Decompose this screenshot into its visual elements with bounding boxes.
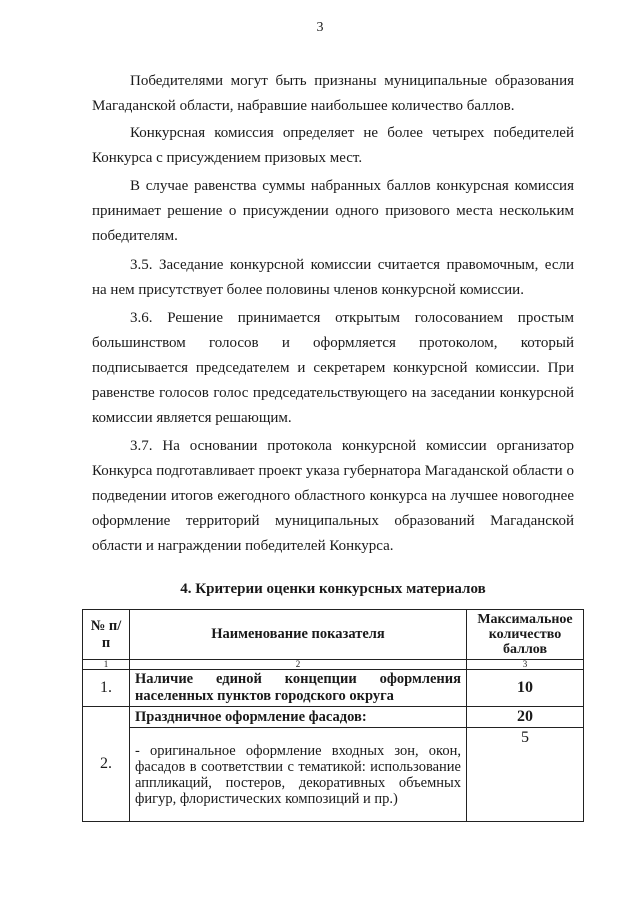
index-cell: 2 — [130, 660, 467, 670]
criteria-table — [82, 609, 584, 822]
row-name: Праздничное оформление фасадов: — [130, 707, 467, 728]
header-num: № п/п — [83, 610, 130, 660]
index-cell: 1 — [83, 660, 130, 670]
table-index-row — [83, 660, 584, 670]
table-row — [83, 707, 584, 728]
paragraph-3-6: 3.6. Решение принимается открытым голосованием простым большинством голосов и оформляется протоколом, который подписывается председателем и секретарем конкурсной комиссии. При равенстве голосов голос председательствующего на заседании конкурсной комиссии является решающим. — [92, 310, 574, 426]
paragraph-winners: Победителями могут быть признаны муниципальные образования Магаданской области, набравшие наибольшее количество баллов. — [92, 73, 574, 114]
row-points: 20 — [467, 707, 584, 728]
row-number: 1. — [83, 670, 130, 707]
table-row — [83, 670, 584, 707]
page-number: 3 — [316, 20, 324, 35]
row-number: 2. — [83, 707, 130, 822]
paragraph-commission-winners: Конкурсная комиссия определяет не более четырех победителей Конкурса с присуждением призовых мест. — [92, 125, 574, 166]
index-cell: 3 — [467, 660, 584, 670]
row-points: 10 — [467, 670, 584, 707]
section-title: 4. Критерии оценки конкурсных материалов — [180, 581, 486, 597]
table-subrow — [83, 728, 584, 822]
row-sub-points: 5 — [467, 728, 584, 822]
row-name: Наличие единой концепции оформления населенных пунктов городского округа — [130, 670, 467, 707]
paragraph-3-5: 3.5. Заседание конкурсной комиссии считается правомочным, если на нем присутствует более половины членов конкурсной комиссии. — [92, 257, 574, 298]
header-max-points: Максимальное количество баллов — [467, 610, 584, 660]
header-name: Наименование показателя — [130, 610, 467, 660]
row-description: - оригинальное оформление входных зон, окон, фасадов в соответствии с тематикой: использование аппликаций, постеров, декоративных объемных фигур, флористических композиций и пр.) — [130, 728, 467, 822]
table-header-row — [83, 610, 584, 660]
paragraph-equal-scores: В случае равенства суммы набранных баллов конкурсная комиссия принимает решение о присуждении одного призового места нескольким победителям. — [92, 178, 574, 244]
paragraph-3-7: 3.7. На основании протокола конкурсной комиссии организатор Конкурса подготавливает проект указа губернатора Магаданской области о подведении итогов ежегодного областного конкурса на лучшее новогоднее оформление территорий муниципальных образований Магаданской области и награждении победителей Конкурса. — [92, 438, 574, 554]
